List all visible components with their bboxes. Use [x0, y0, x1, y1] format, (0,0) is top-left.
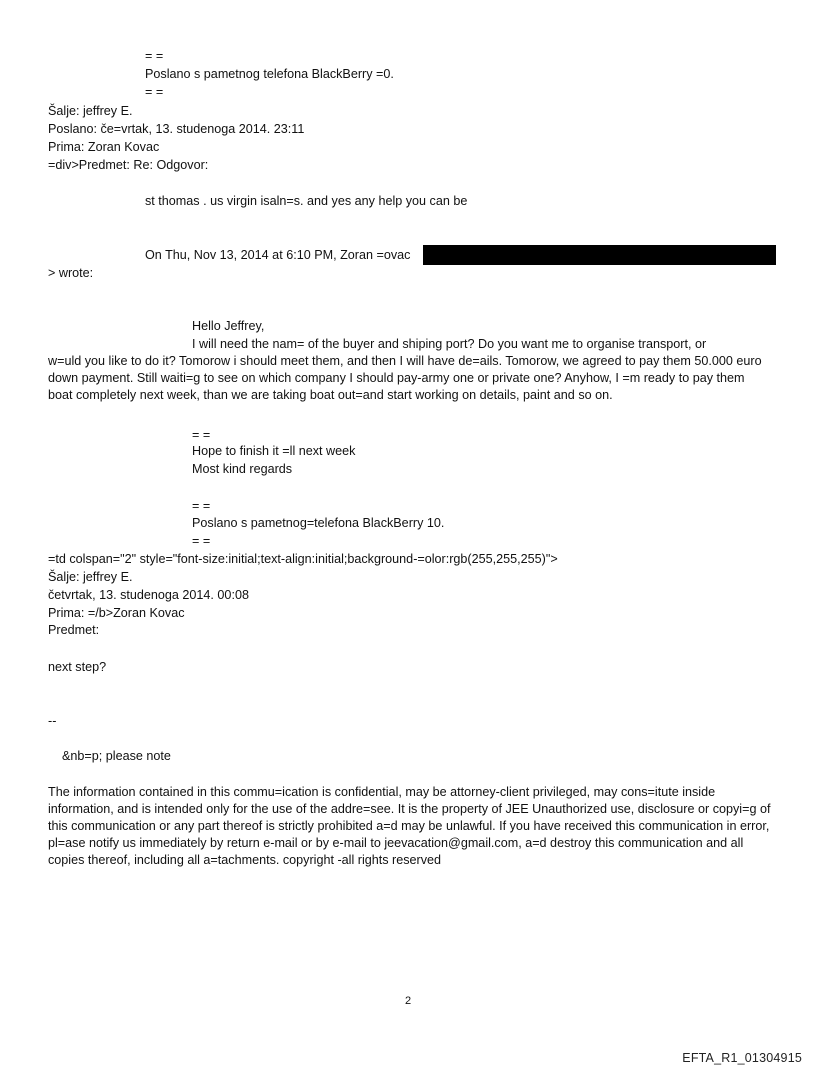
- header-sent: Poslano: če=vrtak, 13. studenoga 2014. 23:11: [48, 122, 305, 136]
- separator-line: = =: [145, 85, 164, 99]
- message2-body: next step?: [48, 660, 107, 674]
- separator-line: = =: [192, 428, 211, 442]
- quoted-blackberry-signature: Poslano s pametnog=telefona BlackBerry 10.: [192, 516, 445, 530]
- document-id: EFTA_R1_01304915: [682, 1051, 802, 1065]
- separator-line: = =: [192, 499, 211, 513]
- blackberry-signature: Poslano s pametnog telefona BlackBerry =0.: [145, 67, 394, 81]
- header-subject: =div>Predmet: Re: Odgovor:: [48, 158, 209, 172]
- quoted-paragraph: w=uld you like to do it? Tomorow i should meet them, and then I will have de=ails. Tomorow, we agreed to pay them 50.000 euro down payment. Still waiti=g to see on which company I should pay-army one or private one? Anyhow, I =m ready to pay them boat completely next week, than we are taking boat out=and start working on details, paint and so on.: [48, 354, 762, 402]
- quoted-paragraph-first-line: I will need the nam= of the buyer and shiping port? Do you want me to organise transport, or: [192, 337, 707, 351]
- header2-to: Prima: =/b>Zoran Kovac: [48, 606, 185, 620]
- confidentiality-disclaimer: The information contained in this commu=ication is confidential, may be attorney-client privileged, may cons=itute inside information, and is intended only for the use of the addre=see. It is the property of JEE Unauthorized use, disclosure or copyi=g of this communication or any part thereof is strictly prohibited a=d may be unlawful. If you have received this communication in error, pl=ase notify us immediately by return e-mail or by e-mail to jeevacation@gmail.com, a=d destroy this communication and all copies thereof, including all a=tachments. copyright -all rights reserved: [48, 785, 771, 867]
- header2-subject: Predmet:: [48, 623, 100, 637]
- redaction-bar: [423, 245, 776, 265]
- quoted-regards: Most kind regards: [192, 462, 293, 476]
- header2-from: Šalje: jeffrey E.: [48, 570, 133, 584]
- quote-attribution: On Thu, Nov 13, 2014 at 6:10 PM, Zoran =ovac: [145, 248, 411, 262]
- quoted-hope-line: Hope to finish it =ll next week: [192, 444, 356, 458]
- header-from: Šalje: jeffrey E.: [48, 104, 133, 118]
- html-fragment-line: =td colspan="2" style="font-size:initial;text-align:initial;background-=olor:rgb(255,255,255)">: [48, 552, 558, 566]
- separator-line: = =: [145, 49, 164, 63]
- header-to: Prima: Zoran Kovac: [48, 140, 160, 154]
- header2-date: četvrtak, 13. studenoga 2014. 00:08: [48, 588, 249, 602]
- reply-body: st thomas . us virgin isaln=s. and yes any help you can be: [145, 194, 468, 208]
- separator-line: = =: [192, 534, 211, 548]
- page-number: 2: [404, 995, 412, 1007]
- please-note-line: &nb=p; please note: [62, 749, 171, 763]
- signature-dashes: --: [48, 714, 57, 728]
- quote-wrote: > wrote:: [48, 266, 94, 280]
- quoted-greeting: Hello Jeffrey,: [192, 319, 265, 333]
